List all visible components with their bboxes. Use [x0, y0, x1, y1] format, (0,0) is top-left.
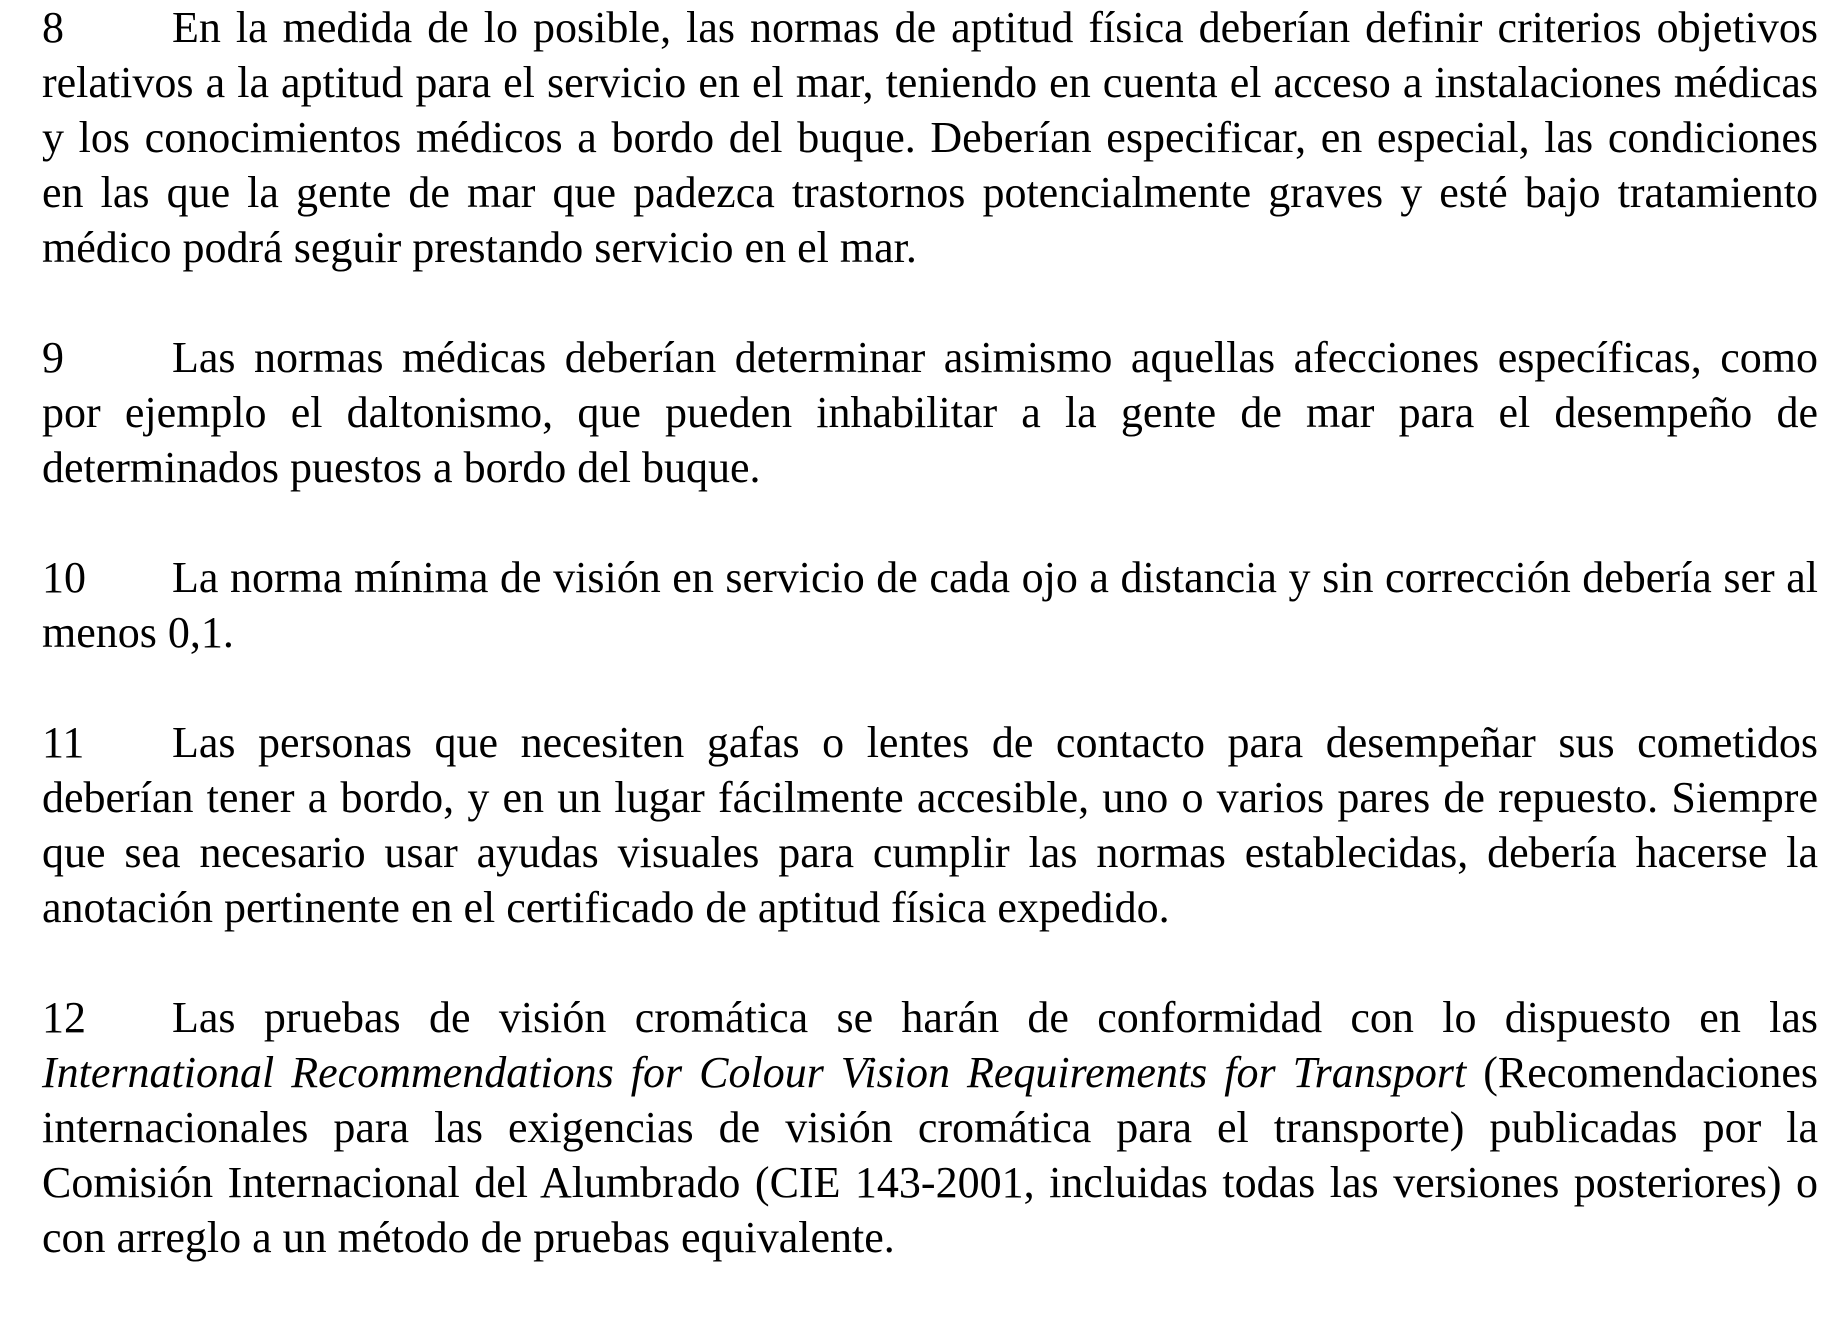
paragraph-text: La norma mínima de visión en servicio de cada ojo a distancia y sin corrección debería ser al menos 0,1.: [42, 553, 1818, 657]
paragraph-number: 11: [42, 718, 85, 767]
paragraph-text: Las personas que necesiten gafas o lentes de contacto para desempeñar sus cometidos deberían tener a bordo, y en un lugar fácilmente accesible, uno o varios pares de repuesto. Siempre que sea necesario usar ayudas visuales para cumplir las normas establecidas, debería hacerse la anotación pertinente en el certificado de aptitud física expedido.: [42, 718, 1818, 932]
paragraph-12: [42, 990, 1818, 1265]
paragraph-text-before: Las pruebas de visión cromática se harán de conformidad con lo dispuesto en las: [172, 993, 1818, 1042]
paragraph-8: [42, 0, 1818, 275]
paragraph-11: [42, 715, 1818, 935]
paragraph-number: 12: [42, 993, 86, 1042]
paragraph-number: 9: [42, 333, 64, 382]
italic-document-title: International Recommendations for Colour Vision Requirements for Transport: [42, 1048, 1467, 1097]
paragraph-number: 8: [42, 3, 64, 52]
paragraph-text-after: (Recomendaciones internacionales para las exigencias de visión cromática para el transporte) publicadas por la Comisión Internacional del Alumbrado (CIE 143-2001, incluidas todas las versiones posteriores) o con arreglo a un método de pruebas equivalente.: [42, 1048, 1818, 1262]
document-page: [42, 0, 1818, 1320]
paragraph-10: [42, 550, 1818, 660]
paragraph-text: Las normas médicas deberían determinar asimismo aquellas afecciones específicas, como por ejemplo el daltonismo, que pueden inhabilitar a la gente de mar para el desempeño de determinados puestos a bordo del buque.: [42, 333, 1818, 492]
paragraph-9: [42, 330, 1818, 495]
paragraph-text: En la medida de lo posible, las normas de aptitud física deberían definir criterios objetivos relativos a la aptitud para el servicio en el mar, teniendo en cuenta el acceso a instalaciones médicas y los conocimientos médicos a bordo del buque. Deberían especificar, en especial, las condiciones en las que la gente de mar que padezca trastornos potencialmente graves y esté bajo tratamiento médico podrá seguir prestando servicio en el mar.: [42, 3, 1818, 272]
paragraph-number: 10: [42, 553, 86, 602]
